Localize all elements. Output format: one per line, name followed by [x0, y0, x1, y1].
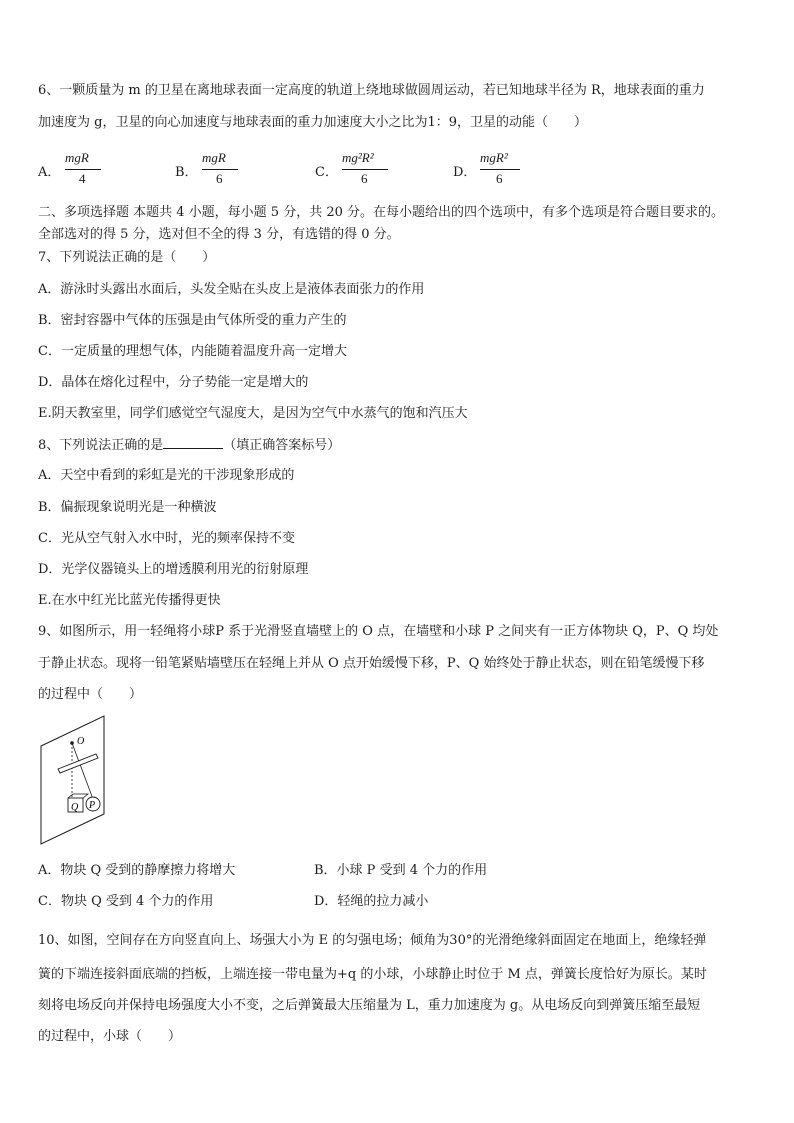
q10-stem-line4: 的过程中，小球（ ）: [38, 1029, 182, 1044]
q6-option-a-numerator: mgR: [65, 150, 89, 165]
q9-stem-line1: 9、如图所示，用一轻绳将小球P 系于光滑竖直墙壁上的 O 点，在墙壁和小球 P 之间夹有一正方体物块 Q，P、Q 均处: [38, 624, 719, 639]
rope: [72, 743, 93, 799]
section2-instructions-line2: 全部选对的得 5 分，选对但不全的得 3 分，有选错的得 0 分。: [38, 227, 400, 242]
section2-instructions-line1: 二、多项选择题 本题共 4 小题，每小题 5 分，共 20 分。在每小题给出的四个选项中，有多个选项是符合题目要求的。: [38, 205, 725, 220]
fraction-bar: [342, 169, 388, 170]
q10-stem-line1: 10、如图，空间存在方向竖直向上、场强大小为 E 的匀强电场；倾角为30°的光滑绝缘斜面固定在地面上，绝缘轻弹: [38, 933, 707, 948]
label-p: P: [89, 800, 96, 811]
q6-option-c-label: C．: [315, 165, 338, 180]
q6-option-b-label: B．: [175, 165, 198, 180]
fraction-bar: [202, 169, 238, 170]
q8-stem: [38, 436, 340, 455]
fraction-bar: [65, 169, 101, 170]
q9-option-d: D．轻绳的拉力减小: [314, 894, 429, 909]
q6-option-d-label: D．: [453, 165, 477, 180]
fraction-bar: [480, 169, 520, 170]
q10-stem-line2: 簧的下端连接斜面底端的挡板，上端连接一带电量为+q 的小球，小球静止时位于 M 点，弹簧长度恰好为原长。某时: [38, 967, 707, 982]
q9-wall-figure: [38, 714, 108, 846]
q6-option-b-numerator: mgR: [202, 150, 226, 165]
q9-stem-line3: 的过程中（ ）: [38, 687, 143, 702]
q8-option-a: A．天空中看到的彩虹是光的干涉现象形成的: [38, 468, 295, 483]
q7-option-d: D．晶体在熔化过程中，分子势能一定是增大的: [38, 375, 309, 390]
q6-option-a-denominator: 4: [79, 171, 86, 186]
q7-option-e: E.阴天教室里，同学们感觉空气湿度大，是因为空气中水蒸气的饱和汽压大: [38, 406, 468, 421]
q9-stem-line2: 于静止状态。现将一铅笔紧贴墙壁压在轻绳上并从 O 点开始缓慢下移，P、Q 始终处于静止状态，则在铅笔缓慢下移: [38, 656, 705, 671]
q7-option-b: B．密封容器中气体的压强是由气体所受的重力产生的: [38, 313, 347, 328]
q10-stem-line3: 刻将电场反向并保持电场强度大小不变，之后弹簧最大压缩量为 L，重力加速度为 g。从电场反向到弹簧压缩至最短: [38, 998, 701, 1013]
q8-option-b: B．偏振现象说明光是一种横波: [38, 500, 217, 515]
q8-stem-instruction: （填正确答案标号）: [223, 438, 341, 453]
label-o: O: [77, 736, 85, 747]
pencil: [58, 754, 98, 773]
q8-option-c: C．光从空气射入水中时，光的频率保持不变: [38, 531, 295, 546]
q6-option-c-denominator: 6: [361, 171, 368, 186]
q9-option-c: C．物块 Q 受到 4 个力的作用: [38, 894, 214, 909]
label-q: Q: [71, 802, 79, 813]
q7-stem: 7、下列说法正确的是（ ）: [38, 250, 216, 265]
q6-option-c-numerator: mg²R²: [342, 150, 374, 165]
q7-option-c: C．一定质量的理想气体，内能随着温度升高一定增大: [38, 344, 347, 359]
q8-option-e: E.在水中红光比蓝光传播得更快: [38, 593, 221, 608]
q9-option-a: A．物块 Q 受到的静摩擦力将增大: [38, 863, 236, 878]
q6-stem-line2: 加速度为 g，卫星的向心加速度与地球表面的重力加速度大小之比为1：9，卫星的动能（ ）: [38, 115, 587, 130]
q6-option-d-numerator: mgR²: [480, 150, 508, 165]
q7-option-a: A．游泳时头露出水面后，头发全贴在头皮上是液体表面张力的作用: [38, 282, 425, 297]
wall-plane: [41, 716, 104, 844]
q9-option-b: B．小球 P 受到 4 个力的作用: [314, 863, 488, 878]
answer-blank: [163, 436, 223, 449]
q6-option-b-denominator: 6: [216, 171, 223, 186]
q6-option-a-label: A．: [38, 165, 61, 180]
q6-stem-line1: 6、一颗质量为 m 的卫星在离地球表面一定高度的轨道上绕地球做圆周运动，若已知地球半径为 R，地球表面的重力: [38, 83, 705, 98]
block-q-top: [68, 794, 88, 798]
q6-option-d-denominator: 6: [496, 171, 503, 186]
q8-option-d: D．光学仪器镜头上的增透膜利用光的衍射原理: [38, 562, 309, 577]
q8-stem-text: 8、下列说法正确的是: [38, 438, 164, 453]
